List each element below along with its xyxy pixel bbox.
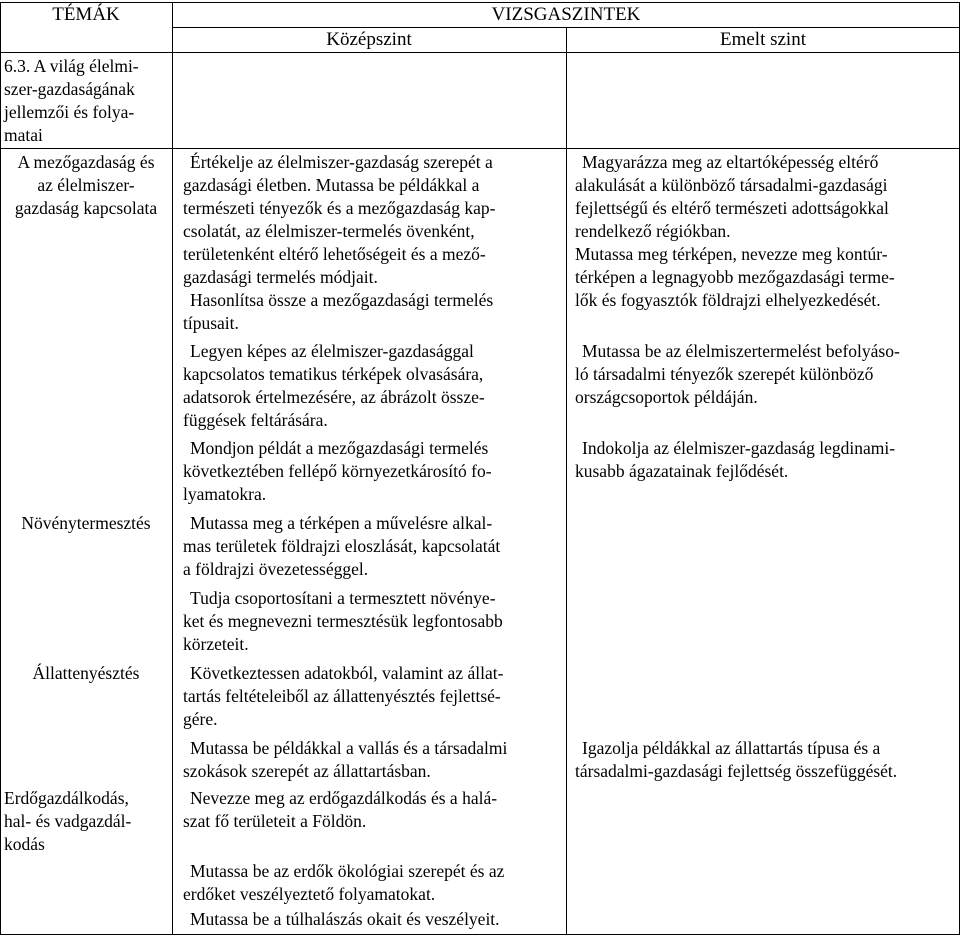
topic-title-line: matai <box>4 125 43 145</box>
adv-requirement-line: társadalmi-gazdasági fejlettség összefüggését. <box>575 761 898 781</box>
mid-requirement-line: kapcsolatos tematikus térképek olvasására, <box>183 364 484 384</box>
mid-requirement-line: Legyen képes az élelmiszer-gazdasággal <box>190 341 474 361</box>
mid-requirement-line: tartás feltételeiből az állattenyésztés fejlettsé- <box>183 686 501 706</box>
adv-requirement-line: lők és fogyasztók földrajzi elhelyezkedését. <box>575 290 881 310</box>
mid-requirement-line: Tudja csoportosítani a termesztett növénye- <box>190 588 496 608</box>
topic-animal-husbandry: Állattenyésztés <box>32 663 140 683</box>
mid-requirement-line: függések feltárására. <box>183 410 328 430</box>
header-topics: TÉMÁK <box>52 4 120 25</box>
mid-requirement-line: Hasonlítsa össze a mezőgazdasági termelés <box>190 290 494 310</box>
mid-requirement-line: szat fő területeit a Földön. <box>183 811 367 831</box>
mid-requirement-line: szokások szerepét az állattartásban. <box>183 761 431 781</box>
mid-requirement-line: Értékelje az élelmiszer-gazdaság szerepét a <box>190 152 493 172</box>
adv-requirement-line: Mutassa be az élelmiszertermelést befolyáso- <box>582 341 900 361</box>
mid-requirement-line: Mutassa be példákkal a vallás és a társadalmi <box>190 738 508 758</box>
topic-title-line: szer-gazdaságának <box>4 79 135 99</box>
column-divider-2 <box>566 27 567 934</box>
mid-requirement-line: gazdasági életben. Mutassa be példákkal a <box>183 175 480 195</box>
header-exam-levels: VIZSGASZINTEK <box>491 4 641 25</box>
header-advanced-level: Emelt szint <box>719 29 806 50</box>
mid-requirement-line: természeti tényezők és a mezőgazdaság kap- <box>183 198 496 218</box>
topic-title-line: 6.3. A világ élelmi- <box>4 56 139 76</box>
mid-requirement-line: Nevezze meg az erdőgazdálkodás és a halá- <box>190 788 498 808</box>
adv-requirement-line: alakulását a különböző társadalmi-gazdasági <box>575 175 888 195</box>
mid-requirement-line: lyamatokra. <box>183 484 267 504</box>
topic-agriculture-food: gazdaság kapcsolata <box>14 198 158 218</box>
mid-requirement-line: területenként eltérő lehetőségeit és a mező- <box>183 244 486 264</box>
mid-requirement-line: adatsorok értelmezésére, az ábrázolt össze- <box>183 387 485 407</box>
mid-requirement-line: mas területek földrajzi eloszlását, kapcsolatát <box>183 536 501 556</box>
mid-requirement-line: gére. <box>183 709 218 729</box>
section-rule <box>0 148 960 149</box>
mid-requirement-line: Következtessen adatokból, valamint az állat- <box>190 663 504 683</box>
column-divider-1 <box>172 2 173 934</box>
topic-agriculture-food: az élelmiszer- <box>37 175 135 195</box>
mid-requirement-line: gazdasági termelés módjait. <box>183 267 378 287</box>
mid-requirement-line: Mondjon példát a mezőgazdasági termelés <box>190 438 489 458</box>
mid-requirement-line: következtében fellépő környezetkárosító fo- <box>183 461 492 481</box>
table-border-top <box>0 2 960 3</box>
table-border-left <box>0 2 1 934</box>
mid-requirement-line: ket és megnevezni termesztésük legfontosabb <box>183 611 503 631</box>
adv-requirement-line: Mutassa meg térképen, nevezze meg kontúr- <box>575 244 888 264</box>
adv-requirement-line: térképen a legnagyobb mezőgazdasági terme- <box>575 267 895 287</box>
topic-forestry-fishing: hal- és vadgazdál- <box>4 811 132 831</box>
mid-requirement-line: típusait. <box>183 313 239 333</box>
adv-requirement-line: országcsoportok példáján. <box>575 387 758 407</box>
topic-agriculture-food: A mezőgazdaság és <box>17 152 155 172</box>
header-bottom-rule <box>0 52 960 53</box>
adv-requirement-line: ló társadalmi tényezők szerepét különböző <box>575 364 874 384</box>
header-mid-level: Középszint <box>326 29 412 50</box>
mid-requirement-line: körzeteit. <box>183 634 249 654</box>
mid-requirement-line: csolatát, az élelmiszer-termelés övenként, <box>183 221 475 241</box>
topic-forestry-fishing: kodás <box>4 834 45 854</box>
adv-requirement-line: Indokolja az élelmiszer-gazdaság legdinami- <box>582 438 896 458</box>
mid-requirement-line: a földrajzi övezetességgel. <box>183 559 369 579</box>
mid-requirement-line: erdőket veszélyeztető folyamatokat. <box>183 884 436 904</box>
mid-requirement-line: Mutassa be az erdők ökológiai szerepét és az <box>190 861 505 881</box>
topic-title-line: jellemzői és folya- <box>4 102 135 122</box>
topic-crop-production: Növénytermesztés <box>21 513 151 533</box>
adv-requirement-line: fejlettségű és eltérő természeti adottságokkal <box>575 198 889 218</box>
adv-requirement-line: Igazolja példákkal az állattartás típusa és a <box>582 738 881 758</box>
table-border-bottom <box>0 934 960 935</box>
mid-requirement-line: Mutassa be a túlhalászás okait és veszélyeit. <box>190 909 500 929</box>
adv-requirement-line: rendelkező régiókban. <box>575 221 731 241</box>
mid-requirement-line: Mutassa meg a térképen a művelésre alkal- <box>190 513 493 533</box>
adv-requirement-line: kusabb ágazatainak fejlődését. <box>575 461 789 481</box>
topic-forestry-fishing: Erdőgazdálkodás, <box>4 788 129 808</box>
adv-requirement-line: Magyarázza meg az eltartóképesség eltérő <box>582 152 879 172</box>
